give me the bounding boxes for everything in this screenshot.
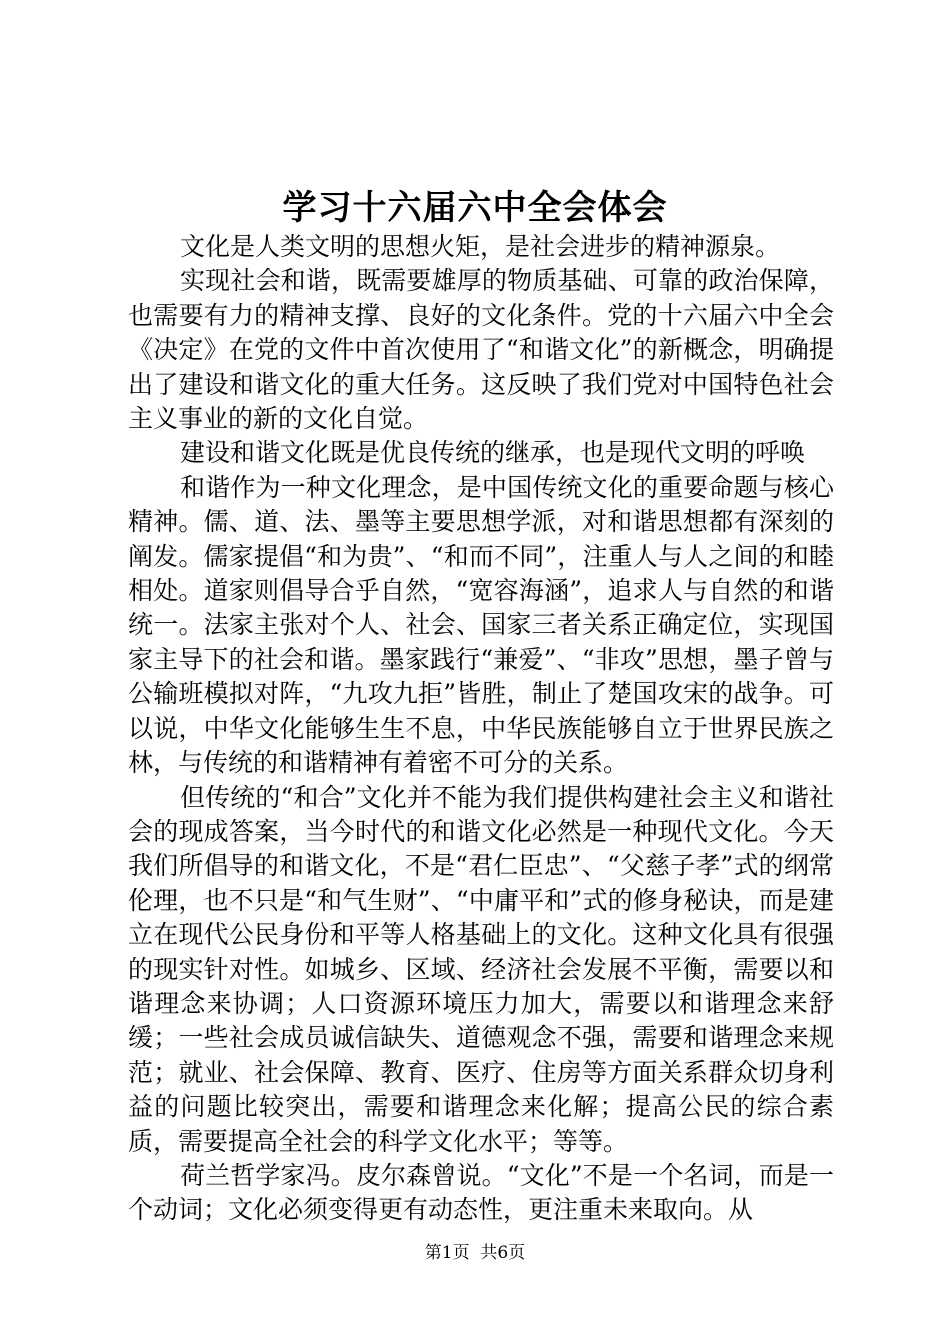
page-number: 第1页 共6页 [424, 1243, 526, 1263]
paragraph-5: 荷兰哲学家冯。皮尔森曾说。“文化”不是一个名词，而是一个动词；文化必须变得更有动态性，更注重未来取向。从 [128, 1160, 834, 1225]
paragraph-1: 文化是人类文明的思想火矩，是社会进步的精神源泉。 [180, 232, 781, 261]
paragraph-4: 但传统的“和合”文化并不能为我们提供构建社会主义和谐社会的现成答案，当今时代的和谐文化必然是一种现代文化。今天我们所倡导的和谐文化，不是“君仁臣忠”、“父慈子孝”式的纲常伦理，也不只是“和气生财”、“中庸平和”式的修身秘诀，而是建立在现代公民身份和平等人格基础上的文化。这种文化具有很强的现实针对性。如城乡、区域、经济社会发展不平衡，需要以和谐理念来协调；人口资源环境压力加大，需要以和谐理念来舒缓；一些社会成员诚信缺失、道德观念不强，需要和谐理念来规范；就业、社会保障、教育、医疗、住房等方面关系群众切身利益的问题比较突出，需要和谐理念来化解；提高公民的综合素质，需要提高全社会的科学文化水平；等等。 [128, 782, 834, 1156]
section-heading: 建设和谐文化既是优良传统的继承，也是现代文明的呼唤 [180, 438, 806, 468]
document-title: 学习十六届六中全会体会 [282, 188, 668, 228]
paragraph-2: 实现社会和谐，既需要雄厚的物质基础、可靠的政治保障，也需要有力的精神支撑、良好的文化条件。党的十六届六中全会《决定》在党的文件中首次使用了“和谐文化”的新概念，明确提出了建设和谐文化的重大任务。这反映了我们党对中国特色社会主义事业的新的文化自觉。 [128, 266, 834, 434]
paragraph-3: 和谐作为一种文化理念，是中国传统文化的重要命题与核心精神。儒、道、法、墨等主要思想学派，对和谐思想都有深刻的阐发。儒家提倡“和为贵”、“和而不同”，注重人与人之间的和睦相处。道家则倡导合乎自然，“宽容海涵”，追求人与自然的和谐统一。法家主张对个人、社会、国家三者关系正确定位，实现国家主导下的社会和谐。墨家践行“兼爱”、“非攻”思想，墨子曾与公输班模拟对阵，“九攻九拒”皆胜，制止了楚国攻宋的战争。可以说，中华文化能够生生不息，中华民族能够自立于世界民族之林，与传统的和谐精神有着密不可分的关系。 [128, 472, 834, 778]
page-footer [0, 1242, 950, 1264]
document-body [128, 230, 834, 1228]
